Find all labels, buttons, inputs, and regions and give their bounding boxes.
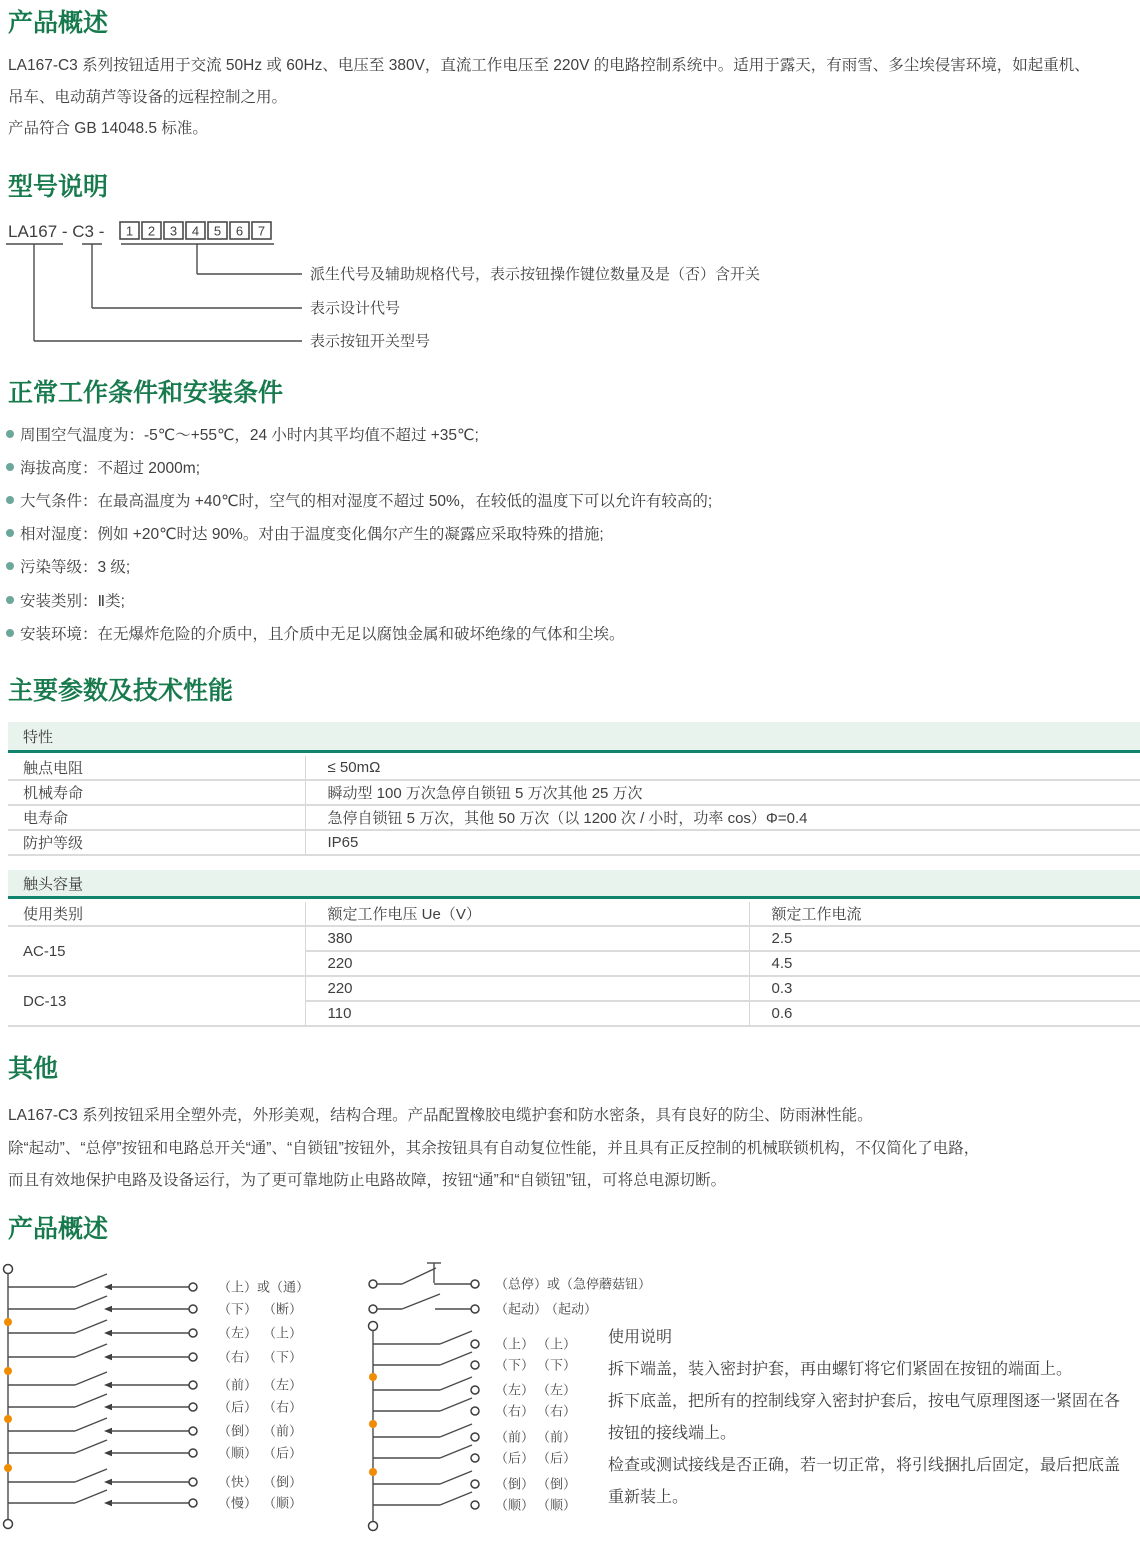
table-cell: 380 (305, 926, 749, 951)
diagram-label: （后） (218, 1399, 258, 1415)
diagram-label: （起动） (495, 1301, 548, 1317)
table-cell: 2.5 (749, 926, 1140, 951)
terminal-circle (471, 1340, 479, 1348)
model-digit-text: 7 (257, 223, 266, 239)
text-line: 产品符合 GB 14048.5 标准。 (8, 120, 208, 137)
junction-dot (4, 1415, 12, 1423)
table-cell: ≤ 50mΩ (305, 756, 1140, 780)
model-digit-text: 3 (169, 223, 178, 239)
bullet-dot-icon (6, 562, 14, 570)
model-digit-text: 4 (191, 223, 200, 239)
switch-blade (75, 1296, 107, 1309)
terminal-circle (189, 1499, 197, 1507)
switch-blade (402, 1294, 440, 1309)
terminal-circle (189, 1305, 197, 1313)
section-title-parameters: 主要参数及技术性能 (8, 677, 234, 705)
diagram-label: （倒） (218, 1423, 258, 1439)
condition-text: 周围空气温度为：-5℃～+55℃，24 小时内其平均值不超过 +35℃; (20, 426, 479, 444)
switch-blade (75, 1320, 107, 1333)
diagram-label: （后） (537, 1450, 577, 1466)
diagram-label: （前） (495, 1429, 535, 1445)
diagram-label: （前） (218, 1377, 258, 1393)
diagram-label: （左） (495, 1382, 535, 1398)
category-cell: AC-15 (8, 926, 305, 976)
terminal-circle (189, 1449, 197, 1457)
section-title-working-conditions: 正常工作条件和安装条件 (8, 379, 284, 407)
model-digit-text: 1 (125, 223, 134, 239)
bullet-dot-icon (6, 430, 14, 438)
junction-dot (369, 1468, 377, 1476)
column-header-cell: 额定工作电压 Ue（V） (305, 902, 749, 926)
table-header-label: 特性 (23, 728, 54, 746)
terminal-circle (471, 1386, 479, 1394)
switch-blade (75, 1469, 107, 1482)
condition-item (6, 583, 712, 616)
diagram-label: （顺） (218, 1445, 258, 1461)
diagram-label: （倒） (263, 1474, 303, 1490)
text-line: LA167-C3 系列按钮适用于交流 50Hz 或 60Hz、电压至 380V，直流工作电压至 220V 的电路控制系统中。适用于露天，有雨雪、多尘埃侵害环境，如起重机、 (8, 57, 1090, 74)
diagram-label: （倒） (537, 1476, 577, 1492)
product-overview-paragraph (8, 50, 1136, 145)
diagram-label: （右） (218, 1349, 258, 1365)
diagram-label: （顺） (537, 1497, 577, 1513)
model-digit-text: 6 (235, 223, 244, 239)
table-cell: 0.6 (749, 1001, 1140, 1026)
switch-blade (440, 1377, 472, 1390)
table-row (8, 976, 1140, 1001)
diagram-label: （下） (495, 1357, 535, 1373)
callout-label: 派生代号及辅助规格代号，表示按钮操作键位数量及是（否）含开关 (310, 266, 761, 283)
diagram-label: （起动） (545, 1301, 598, 1317)
text-line: LA167-C3 系列按钮采用全塑外壳，外形美观，结构合理。产品配置橡胶电缆护套和防水密条，具有良好的防尘、防雨淋性能。 (8, 1107, 873, 1124)
diagram-label: （总停）或（急停蘑菇钮） (495, 1276, 652, 1292)
switch-blade (75, 1394, 107, 1407)
junction-dot (4, 1367, 12, 1375)
bus-end-circle (4, 1265, 13, 1274)
terminal-circle (189, 1403, 197, 1411)
diagram-label: （左） (218, 1325, 258, 1341)
switch-blade (75, 1344, 107, 1357)
table-row (8, 830, 1140, 855)
switch-blade (75, 1418, 107, 1431)
junction-dot (369, 1373, 377, 1381)
model-digit-text: 5 (213, 223, 222, 239)
bullet-dot-icon (6, 596, 14, 604)
switch-blade (75, 1274, 107, 1287)
diagram-label: （右） (537, 1403, 577, 1419)
diagram-label: （顺） (263, 1495, 303, 1511)
terminal-circle (471, 1305, 479, 1313)
junction-dot (4, 1318, 12, 1326)
condition-text: 污染等级：3 级; (20, 559, 131, 577)
table-cell: 220 (305, 951, 749, 976)
table-row (8, 756, 1140, 780)
diagram-label: （前） (537, 1429, 577, 1445)
table-cell: 瞬动型 100 万次急停自锁钮 5 万次其他 25 万次 (305, 780, 1140, 805)
table-cell: 110 (305, 1001, 749, 1026)
diagram-label: （上）或（通） (218, 1279, 310, 1295)
diagram-label: （前） (263, 1423, 303, 1439)
diagram-label: （上） (537, 1336, 577, 1352)
terminal-circle (189, 1427, 197, 1435)
condition-text: 安装环境：在无爆炸危险的介质中，且介质中无足以腐蚀金属和破坏绝缘的气体和尘埃。 (20, 625, 625, 643)
bullet-dot-icon (6, 496, 14, 504)
model-number-diagram (0, 210, 1140, 360)
bullet-dot-icon (6, 529, 14, 537)
text-line: 拆下底盖，把所有的控制线穿入密封护套后，按电气原理图逐一紧固在各 (608, 1393, 1121, 1410)
text-line: 除“起动”、“总停”按钮和电路总开关“通”、“自锁钮”按钮外，其余按钮具有自动复位性能，并且具有正反控制的机械联锁机构，不仅简化了电路， (8, 1139, 980, 1157)
table-cell: IP65 (305, 830, 1140, 855)
terminal-circle (189, 1283, 197, 1291)
text-line: 拆下端盖，装入密封护套，再由螺钉将它们紧固在按钮的端面上。 (608, 1361, 1073, 1378)
switch-blade (402, 1268, 436, 1284)
section-title-product-overview-2: 产品概述 (8, 1215, 109, 1243)
text-line: 重新装上。 (608, 1489, 689, 1506)
category-cell: DC-13 (8, 976, 305, 1026)
bullet-dot-icon (6, 463, 14, 471)
table-cell: 触点电阻 (8, 756, 305, 780)
switch-blade (440, 1471, 472, 1484)
switch-blade (75, 1490, 107, 1503)
table-header-characteristics (8, 722, 1140, 753)
diagram-label: （左） (537, 1382, 577, 1398)
terminal-circle (369, 1305, 377, 1313)
table-cell: 机械寿命 (8, 780, 305, 805)
section-title-others: 其他 (8, 1055, 59, 1083)
table-header-contact-capacity (8, 870, 1140, 899)
table-column-header-row (8, 902, 1140, 926)
terminal-circle (471, 1480, 479, 1488)
terminal-circle (471, 1454, 479, 1462)
condition-text: 海拔高度：不超过 2000m; (20, 459, 201, 477)
junction-dot (369, 1420, 377, 1428)
table-row (8, 926, 1140, 951)
diagram-label: （快） (218, 1474, 258, 1490)
table-cell: 防护等级 (8, 830, 305, 855)
diagram-label: （后） (495, 1450, 535, 1466)
condition-text: 大气条件：在最高温度为 +40℃时，空气的相对湿度不超过 50%，在较低的温度下可以允许有较高的; (20, 492, 713, 510)
characteristics-table (8, 756, 1140, 856)
terminal-circle (189, 1353, 197, 1361)
switch-blade (75, 1372, 107, 1385)
condition-item (6, 417, 712, 450)
terminal-circle (369, 1280, 377, 1288)
condition-item (6, 483, 712, 516)
bus-end-circle (4, 1520, 13, 1529)
terminal-circle (189, 1381, 197, 1389)
table-cell: 220 (305, 976, 749, 1001)
usage-instructions (608, 1322, 1140, 1514)
text-line: 检查或测试接线是否正确，若一切正常，将引线捆扎后固定，最后把底盖 (608, 1457, 1121, 1474)
bullet-dot-icon (6, 629, 14, 637)
table-row (8, 780, 1140, 805)
text-line: 使用说明 (608, 1329, 673, 1346)
diagram-label: （右） (495, 1403, 535, 1419)
diagram-label: （顺） (495, 1497, 535, 1513)
diagram-label: （断） (263, 1301, 303, 1317)
terminal-circle (471, 1433, 479, 1441)
bus-end-circle (369, 1322, 378, 1331)
section-title-model-description: 型号说明 (8, 173, 109, 201)
callout-label: 表示设计代号 (310, 300, 401, 317)
condition-item (6, 517, 712, 550)
switch-blade (440, 1331, 472, 1344)
switch-blade (440, 1424, 472, 1437)
diagram-label: （倒） (495, 1476, 535, 1492)
diagram-label: （上） (495, 1336, 535, 1352)
terminal-circle (471, 1407, 479, 1415)
terminal-circle (471, 1361, 479, 1369)
text-line: 吊车、电动葫芦等设备的远程控制之用。 (8, 88, 288, 106)
table-row (8, 805, 1140, 830)
terminal-circle (189, 1478, 197, 1486)
diagram-label: （慢） (218, 1495, 258, 1511)
model-prefix-text: LA167 - C3 - (8, 222, 105, 241)
condition-text: 相对湿度：例如 +20℃时达 90%。对由于温度变化偶尔产生的凝露应采取特殊的措施; (20, 526, 604, 544)
condition-item (6, 450, 712, 483)
section-title-product-overview: 产品概述 (8, 9, 109, 37)
switch-blade (440, 1398, 472, 1411)
text-line: 按钮的接线端上。 (608, 1425, 737, 1442)
callout-label: 表示按钮开关型号 (310, 333, 431, 350)
column-header-cell: 额定工作电流 (749, 902, 1140, 926)
conditions-list (6, 417, 712, 649)
terminal-circle (471, 1280, 479, 1288)
diagram-label: （左） (263, 1377, 303, 1393)
diagram-label: （下） (218, 1301, 258, 1317)
column-header-cell: 使用类别 (8, 902, 305, 926)
switch-blade (440, 1445, 472, 1458)
bus-end-circle (369, 1522, 378, 1531)
table-cell: 急停自锁钮 5 万次，其他 50 万次（以 1200 次 / 小时，功率 cos）Φ=0.4 (305, 805, 1140, 830)
condition-item (6, 616, 712, 649)
switch-blade (440, 1352, 472, 1365)
switch-blade (75, 1440, 107, 1453)
diagram-label: （右） (263, 1399, 303, 1415)
diagram-label: （上） (263, 1325, 303, 1341)
table-cell: 0.3 (749, 976, 1140, 1001)
table-header-label: 触头容量 (23, 875, 84, 893)
table-cell: 电寿命 (8, 805, 305, 830)
junction-dot (4, 1464, 12, 1472)
model-digit-text: 2 (147, 223, 156, 239)
terminal-circle (471, 1501, 479, 1509)
diagram-label: （下） (263, 1349, 303, 1365)
text-line: 而且有效地保护电路及设备运行，为了更可靠地防止电路故障，按钮“通”和“自锁钮”钮，可将总电源切断。 (8, 1172, 727, 1189)
contact-capacity-table (8, 902, 1140, 1027)
condition-item (6, 550, 712, 583)
switch-blade (440, 1492, 472, 1505)
terminal-circle (189, 1329, 197, 1337)
table-cell: 4.5 (749, 951, 1140, 976)
condition-text: 安装类别：Ⅱ类; (20, 592, 125, 610)
diagram-label: （后） (263, 1445, 303, 1461)
diagram-label: （下） (537, 1357, 577, 1373)
others-paragraph (8, 1100, 1136, 1198)
